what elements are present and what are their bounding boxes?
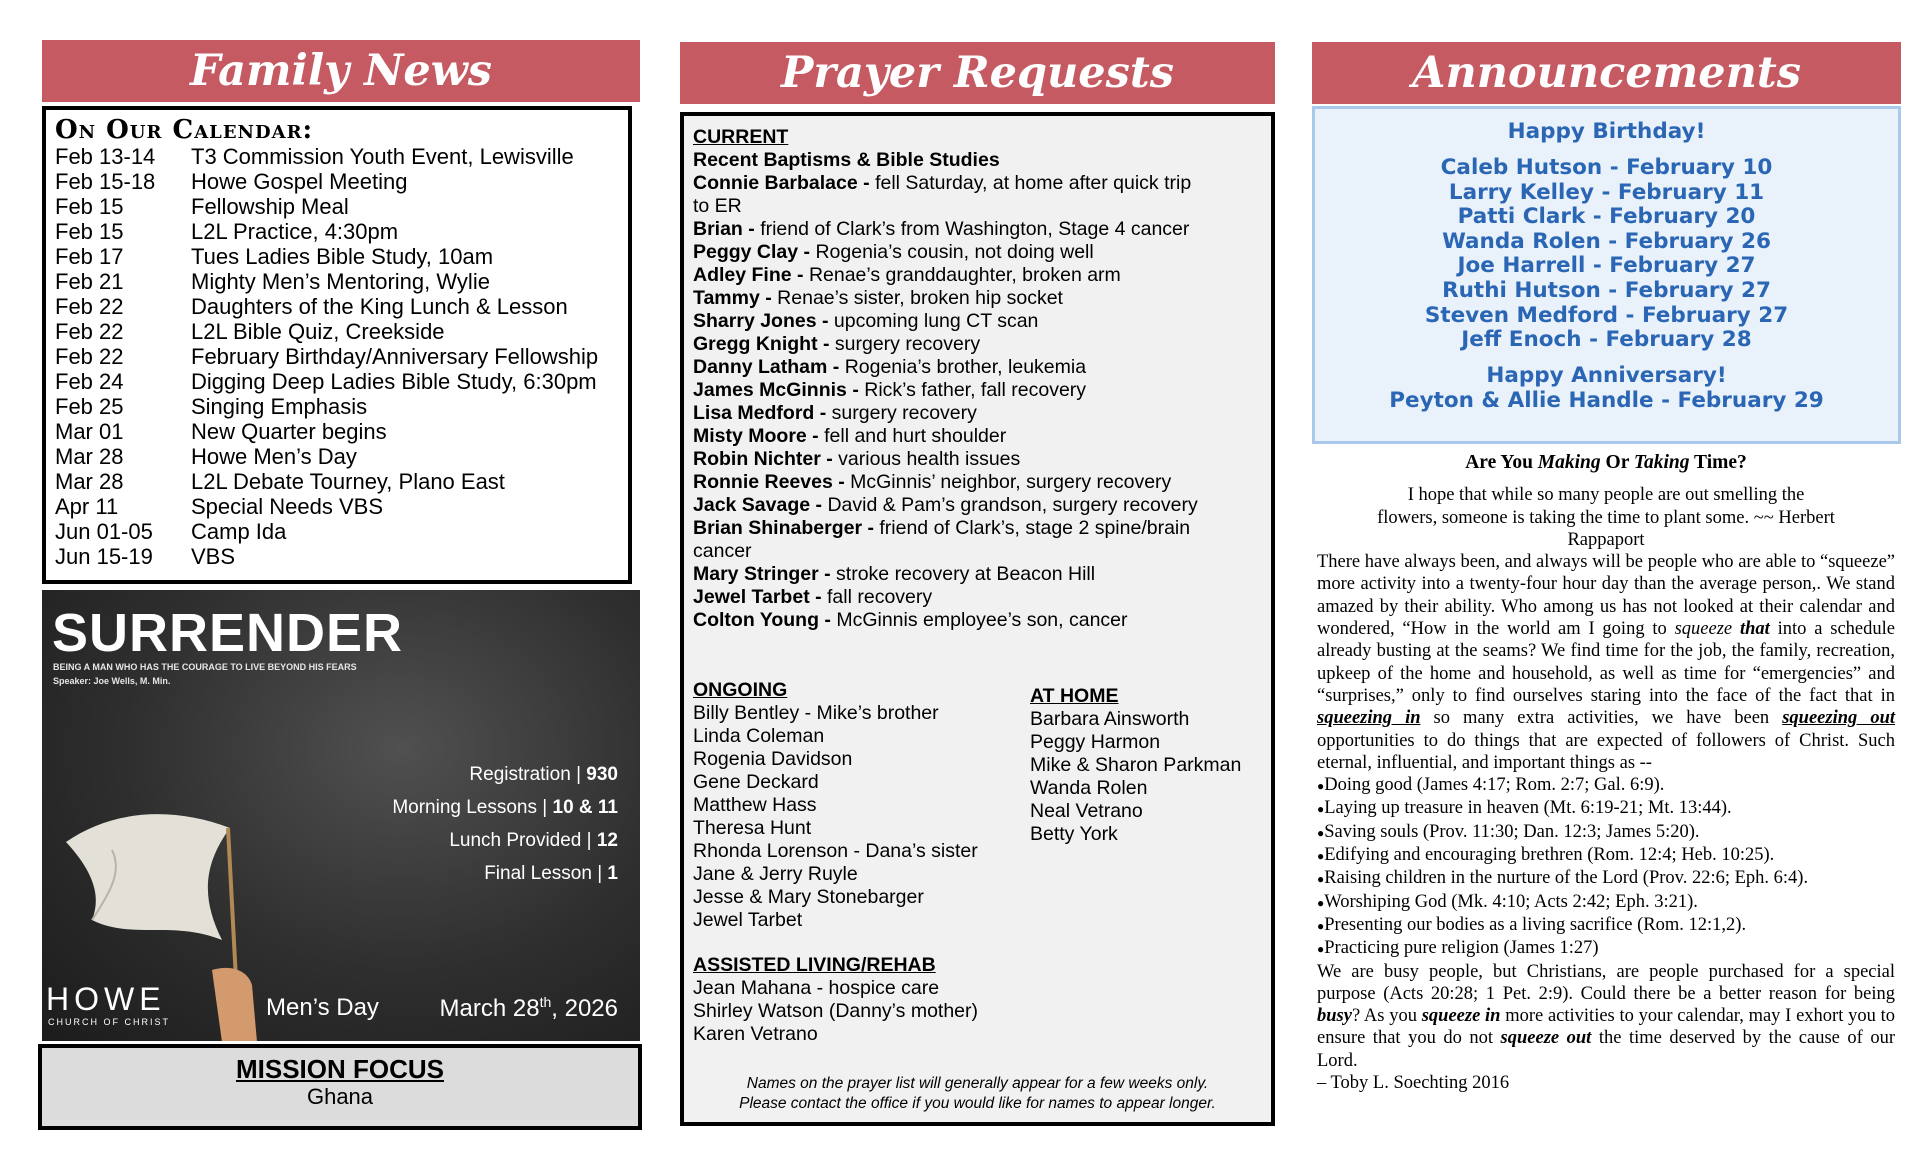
prayer-requests-box: [680, 112, 1275, 1126]
prayer-requests-header: Prayer Requests: [680, 42, 1275, 104]
calendar-row: [55, 344, 620, 369]
prayer-list-item: Billy Bentley - Mike’s brother: [693, 702, 939, 724]
prayer-item-name: Misty Moore -: [693, 425, 825, 447]
prayer-list-item: Neal Vetrano: [1030, 800, 1143, 822]
calendar-row: [55, 169, 620, 194]
poster-title: SURRENDER: [52, 603, 404, 663]
bullet-dot-icon: ●: [1317, 872, 1325, 887]
prayer-item: [693, 241, 1094, 264]
birthday-heading: Happy Birthday!: [1507, 119, 1706, 144]
prayer-list-item: Karen Vetrano: [693, 1023, 818, 1045]
article-quote: I hope that while so many people are out smelling the flowers, someone is taking the time to plant some. ~~ Herbert Rappaport: [1377, 485, 1835, 550]
calendar-event: Singing Emphasis: [191, 394, 368, 419]
bullet-dot-icon: ●: [1317, 825, 1325, 840]
article: [1317, 452, 1895, 1094]
recent-heading: Recent Baptisms & Bible Studies: [693, 149, 1000, 171]
calendar-row: [55, 219, 620, 244]
bullet-text: Worshiping God (Mk. 4:10; Acts 2:42; Eph. 3:21).: [1324, 891, 1698, 912]
prayer-list-item: Wanda Rolen: [1030, 777, 1148, 799]
prayer-item: [693, 494, 1198, 517]
calendar-event: Digging Deep Ladies Bible Study, 6:30pm: [191, 369, 597, 394]
calendar-row: [55, 269, 620, 294]
anniversary-heading: Happy Anniversary!: [1486, 363, 1727, 388]
mission-focus-title: MISSION FOCUS: [235, 1054, 444, 1084]
calendar-date: Feb 24: [55, 369, 124, 394]
bullet-text: Practicing pure religion (James 1:27): [1324, 938, 1599, 959]
prayer-item-detail: cancer: [693, 540, 752, 562]
calendar-date: Feb 22: [55, 319, 124, 344]
birthday-item: Ruthi Hutson - February 27: [1442, 278, 1771, 303]
calendar-row: [55, 544, 620, 569]
prayer-list-item: Jane & Jerry Ruyle: [693, 863, 858, 885]
ongoing-heading: ONGOING: [693, 679, 788, 701]
calendar-row: [55, 144, 620, 169]
prayer-item-detail: Rogenia’s cousin, not doing well: [815, 241, 1094, 263]
poster-subtitle: BEING A MAN WHO HAS THE COURAGE TO LIVE BEYOND HIS FEARS: [53, 662, 357, 672]
calendar-event: Howe Gospel Meeting: [191, 169, 408, 194]
prayer-item-name: Sharry Jones -: [693, 310, 834, 332]
prayer-item-name: Peggy Clay -: [693, 241, 816, 263]
schedule-registration: Registration | 930: [469, 764, 618, 785]
prayer-list-item: Gene Deckard: [693, 771, 819, 793]
calendar-event: L2L Debate Tourney, Plano East: [191, 469, 505, 494]
prayer-item-name: Jewel Tarbet -: [693, 586, 828, 608]
event-date: March 28th, 2026: [439, 994, 618, 1022]
calendar-event: Howe Men’s Day: [191, 444, 357, 469]
prayer-item-name: Robin Nichter -: [693, 448, 839, 470]
calendar-row: [55, 244, 620, 269]
prayer-item-detail: Rick’s father, fall recovery: [864, 379, 1087, 401]
bullet-text: Laying up treasure in heaven (Mt. 6:19-21; Mt. 13:44).: [1324, 798, 1732, 819]
howe-logo: HOWE: [46, 981, 166, 1017]
prayer-item-detail: fall recovery: [827, 586, 933, 608]
anniversary-item: Peyton & Allie Handle - February 29: [1389, 388, 1824, 413]
event-name: Men’s Day: [266, 994, 379, 1021]
prayer-item: [693, 425, 1006, 448]
prayer-item-detail: surgery recovery: [834, 333, 981, 355]
birthday-item: Larry Kelley - February 11: [1448, 179, 1765, 205]
bullet-dot-icon: ●: [1317, 895, 1325, 910]
calendar-row: [55, 369, 620, 394]
bullet-text: Edifying and encouraging brethren (Rom. 12:4; Heb. 10:25).: [1324, 845, 1775, 866]
bullet-dot-icon: ●: [1317, 802, 1325, 817]
calendar-date: Feb 15: [55, 194, 124, 219]
prayer-item: [693, 517, 1190, 540]
prayer-item: [693, 609, 1128, 632]
prayer-list-item: Linda Coleman: [693, 725, 825, 747]
mission-focus-box: [38, 1044, 642, 1130]
assisted-heading: ASSISTED LIVING/REHAB: [693, 954, 936, 976]
calendar-row: [55, 494, 620, 519]
birthday-item: Caleb Hutson - February 10: [1440, 155, 1773, 180]
calendar-row: [55, 469, 620, 494]
calendar-row: [55, 294, 620, 319]
article-author: – Toby L. Soechting 2016: [1317, 1073, 1510, 1094]
calendar-event: Mighty Men’s Mentoring, Wylie: [191, 269, 490, 294]
calendar-date: Feb 22: [55, 344, 124, 369]
calendar-list: [55, 144, 620, 569]
schedule-final-lesson: Final Lesson | 1: [484, 863, 618, 884]
calendar-row: [55, 194, 620, 219]
mission-focus-country: Ghana: [306, 1084, 374, 1109]
prayer-item: [693, 402, 977, 425]
calendar-row: [55, 319, 620, 344]
calendar-event: Fellowship Meal: [191, 194, 349, 219]
prayer-item-detail: surgery recovery: [831, 402, 977, 424]
calendar-date: Mar 28: [55, 444, 124, 469]
calendar-event: Daughters of the King Lunch & Lesson: [191, 294, 568, 319]
article-body: There have always been, and always will be people who are able to “squeeze” more activity into a twenty-four hour day than the average person,. We stand amazed by their ability. Who among us has not looked at their calendar and wondered, “How in the world am I going to squeeze that into a schedule already busting at the seams? We find time for the job, the family, recreation, upkeep of the home and household, as well as time for “emergencies” and “surprises,” only to find ourselves staring into the face of the fact that in squeezing in so many extra activities, we have been squeezing out opportunities to do things that are expected of followers of Christ. Such eternal, influential, and important things as --: [1317, 552, 1895, 773]
calendar-event: VBS: [191, 544, 236, 569]
bullet-dot-icon: ●: [1317, 942, 1325, 957]
prayer-item-name: Mary Stringer -: [693, 563, 837, 585]
prayer-item: [693, 356, 1086, 379]
prayer-item-detail: friend of Clark’s from Washington, Stage 4 cancer: [760, 218, 1190, 240]
prayer-item-name: Tammy -: [693, 287, 778, 309]
calendar-event: February Birthday/Anniversary Fellowship: [191, 344, 599, 369]
prayer-item-name: Jack Savage -: [693, 494, 828, 516]
prayer-item-detail: various health issues: [838, 448, 1021, 470]
calendar-date: Feb 13-14: [55, 144, 156, 169]
birthday-item: Patti Clark - February 20: [1457, 204, 1756, 230]
athome-heading: AT HOME: [1030, 685, 1119, 707]
prayer-item: [693, 218, 1189, 241]
family-news-header: Family News: [42, 40, 640, 102]
calendar-row: [55, 419, 620, 444]
howe-logo-subtitle: CHURCH OF CHRIST: [48, 1017, 170, 1027]
calendar-event: L2L Bible Quiz, Creekside: [191, 319, 445, 344]
article-bullet: [1317, 844, 1895, 867]
bullet-text: Doing good (James 4:17; Rom. 2:7; Gal. 6:9).: [1324, 775, 1665, 796]
prayer-item: [693, 172, 1191, 195]
schedule-morning-lessons: Morning Lessons | 10 & 11: [392, 797, 618, 818]
prayer-item-detail: to ER: [693, 195, 742, 217]
prayer-list-item: Mike & Sharon Parkman: [1030, 754, 1242, 776]
bullet-text: Raising children in the nurture of the Lord (Prov. 22:6; Eph. 6:4).: [1324, 868, 1809, 889]
prayer-item-name: Connie Barbalace -: [693, 172, 876, 194]
current-heading: CURRENT: [693, 126, 789, 148]
prayer-item-name: James McGinnis -: [693, 379, 865, 401]
calendar-date: Jun 15-19: [55, 544, 153, 569]
prayer-list-item: Theresa Hunt: [693, 817, 812, 839]
prayer-item-detail: fell Saturday, at home after quick trip: [875, 172, 1192, 194]
prayer-list-item: Rhonda Lorenson - Dana’s sister: [693, 840, 978, 862]
prayer-item-detail: stroke recovery at Beacon Hill: [836, 563, 1096, 585]
article-bullet: [1317, 891, 1895, 914]
birthday-item: Joe Harrell - February 27: [1457, 253, 1756, 279]
article-closing: We are busy people, but Christians, are people purchased for a special purpose (Acts 20:28; 1 Pet. 2:9). Could there be a better reason for being busy? As you squeeze in more activities to your calendar, may I exhort you to ensure that you do not squeeze out the time deserved by the cause of our Lord.: [1317, 961, 1896, 1071]
bullet-dot-icon: ●: [1317, 918, 1325, 933]
prayer-list-item: Betty York: [1030, 823, 1118, 845]
prayer-list-item: Jesse & Mary Stonebarger: [693, 886, 924, 908]
calendar-row: [55, 519, 620, 544]
prayer-item-name: Ronnie Reeves -: [693, 471, 851, 493]
prayer-item-name: Danny Latham -: [693, 356, 845, 378]
prayer-item-detail: David & Pam’s grandson, surgery recovery: [827, 494, 1198, 516]
calendar-event: New Quarter begins: [191, 419, 387, 444]
calendar-date: Feb 17: [55, 244, 124, 269]
prayer-list-item: Matthew Hass: [693, 794, 817, 816]
calendar-event: T3 Commission Youth Event, Lewisville: [191, 144, 574, 169]
bullet-text: Saving souls (Prov. 11:30; Dan. 12:3; James 5:20).: [1324, 821, 1700, 842]
prayer-item: [693, 540, 752, 563]
article-bullet: [1317, 914, 1895, 937]
prayer-list-item: Barbara Ainsworth: [1030, 708, 1190, 730]
calendar-date: Jun 01-05: [55, 519, 153, 544]
bullet-text: Presenting our bodies as a living sacrifice (Rom. 12:1,2).: [1324, 914, 1747, 935]
prayer-item: [693, 333, 980, 356]
calendar-date: Feb 21: [55, 269, 124, 294]
prayer-item-name: Adley Fine -: [693, 264, 809, 286]
prayer-item-detail: Rogenia’s brother, leukemia: [844, 356, 1087, 378]
prayer-list-item: Rogenia Davidson: [693, 748, 853, 770]
prayer-item-name: Gregg Knight -: [693, 333, 835, 355]
mens-day-poster: [42, 590, 640, 1041]
bullet-dot-icon: ●: [1317, 779, 1325, 794]
prayer-item: [693, 264, 1121, 287]
prayer-item-detail: McGinnis employee’s son, cancer: [836, 609, 1128, 631]
prayer-item: [693, 448, 1020, 471]
prayer-item: [693, 195, 742, 218]
calendar-row: [55, 444, 620, 469]
calendar-event: Camp Ida: [191, 519, 287, 544]
calendar-date: Apr 11: [55, 494, 119, 519]
prayer-item: [693, 563, 1095, 586]
schedule-lunch: Lunch Provided | 12: [449, 830, 618, 851]
prayer-item-name: Brian -: [693, 218, 761, 240]
birthday-item: Wanda Rolen - February 26: [1442, 228, 1771, 254]
article-bullet-list: [1317, 774, 1895, 960]
calendar-date: Feb 25: [55, 394, 124, 419]
prayer-item: [693, 586, 932, 609]
poster-speaker: Speaker: Joe Wells, M. Min.: [53, 676, 171, 686]
bullet-dot-icon: ●: [1317, 849, 1325, 864]
calendar-row: [55, 394, 620, 419]
calendar-date: Feb 22: [55, 294, 124, 319]
article-bullet: [1317, 867, 1895, 890]
prayer-item-name: Colton Young -: [693, 609, 837, 631]
birthday-item: Steven Medford - February 27: [1424, 302, 1789, 328]
prayer-item-detail: fell and hurt shoulder: [824, 425, 1007, 447]
article-bullet: [1317, 797, 1895, 820]
article-title: Are You Making Or Taking Time?: [1465, 452, 1747, 473]
prayer-item: [693, 471, 1171, 494]
prayer-item-detail: upcoming lung CT scan: [833, 310, 1039, 332]
prayer-item-name: Brian Shinaberger -: [693, 517, 880, 539]
calendar-event: L2L Practice, 4:30pm: [191, 219, 399, 244]
article-bullet: [1317, 937, 1895, 960]
birthday-box: [1312, 106, 1901, 444]
birthday-item: Jeff Enoch - February 28: [1461, 327, 1752, 353]
prayer-item: [693, 379, 1086, 402]
calendar-date: Feb 15: [55, 219, 124, 244]
article-bullet: [1317, 821, 1895, 844]
calendar-date: Feb 15-18: [55, 169, 156, 194]
prayer-item-detail: Renae’s sister, broken hip socket: [777, 287, 1063, 309]
prayer-list-item: Jewel Tarbet: [693, 909, 803, 931]
calendar-event: Special Needs VBS: [191, 494, 383, 519]
article-bullet: [1317, 774, 1895, 797]
prayer-item-name: Lisa Medford -: [693, 402, 832, 424]
calendar-date: Mar 28: [55, 469, 124, 494]
prayer-list-item: Jean Mahana - hospice care: [693, 977, 940, 999]
announcements-header: Announcements: [1312, 42, 1901, 104]
prayer-item-detail: Renae’s granddaughter, broken arm: [808, 264, 1121, 286]
calendar-date: Mar 01: [55, 419, 124, 444]
prayer-item: [693, 287, 1063, 310]
prayer-note: Names on the prayer list will generally appear for a few weeks only. Please contact the office if you would like for names to appear longer.: [739, 1075, 1216, 1112]
prayer-item-detail: friend of Clark’s, stage 2 spine/brain: [879, 517, 1191, 539]
prayer-item-detail: McGinnis’ neighbor, surgery recovery: [850, 471, 1172, 493]
calendar-event: Tues Ladies Bible Study, 10am: [191, 244, 494, 269]
calendar-title: On Our Calendar:: [55, 115, 314, 145]
calendar-box: [42, 106, 632, 584]
prayer-list-item: Peggy Harmon: [1030, 731, 1161, 753]
prayer-item: [693, 310, 1038, 333]
prayer-list-item: Shirley Watson (Danny’s mother): [693, 1000, 979, 1022]
